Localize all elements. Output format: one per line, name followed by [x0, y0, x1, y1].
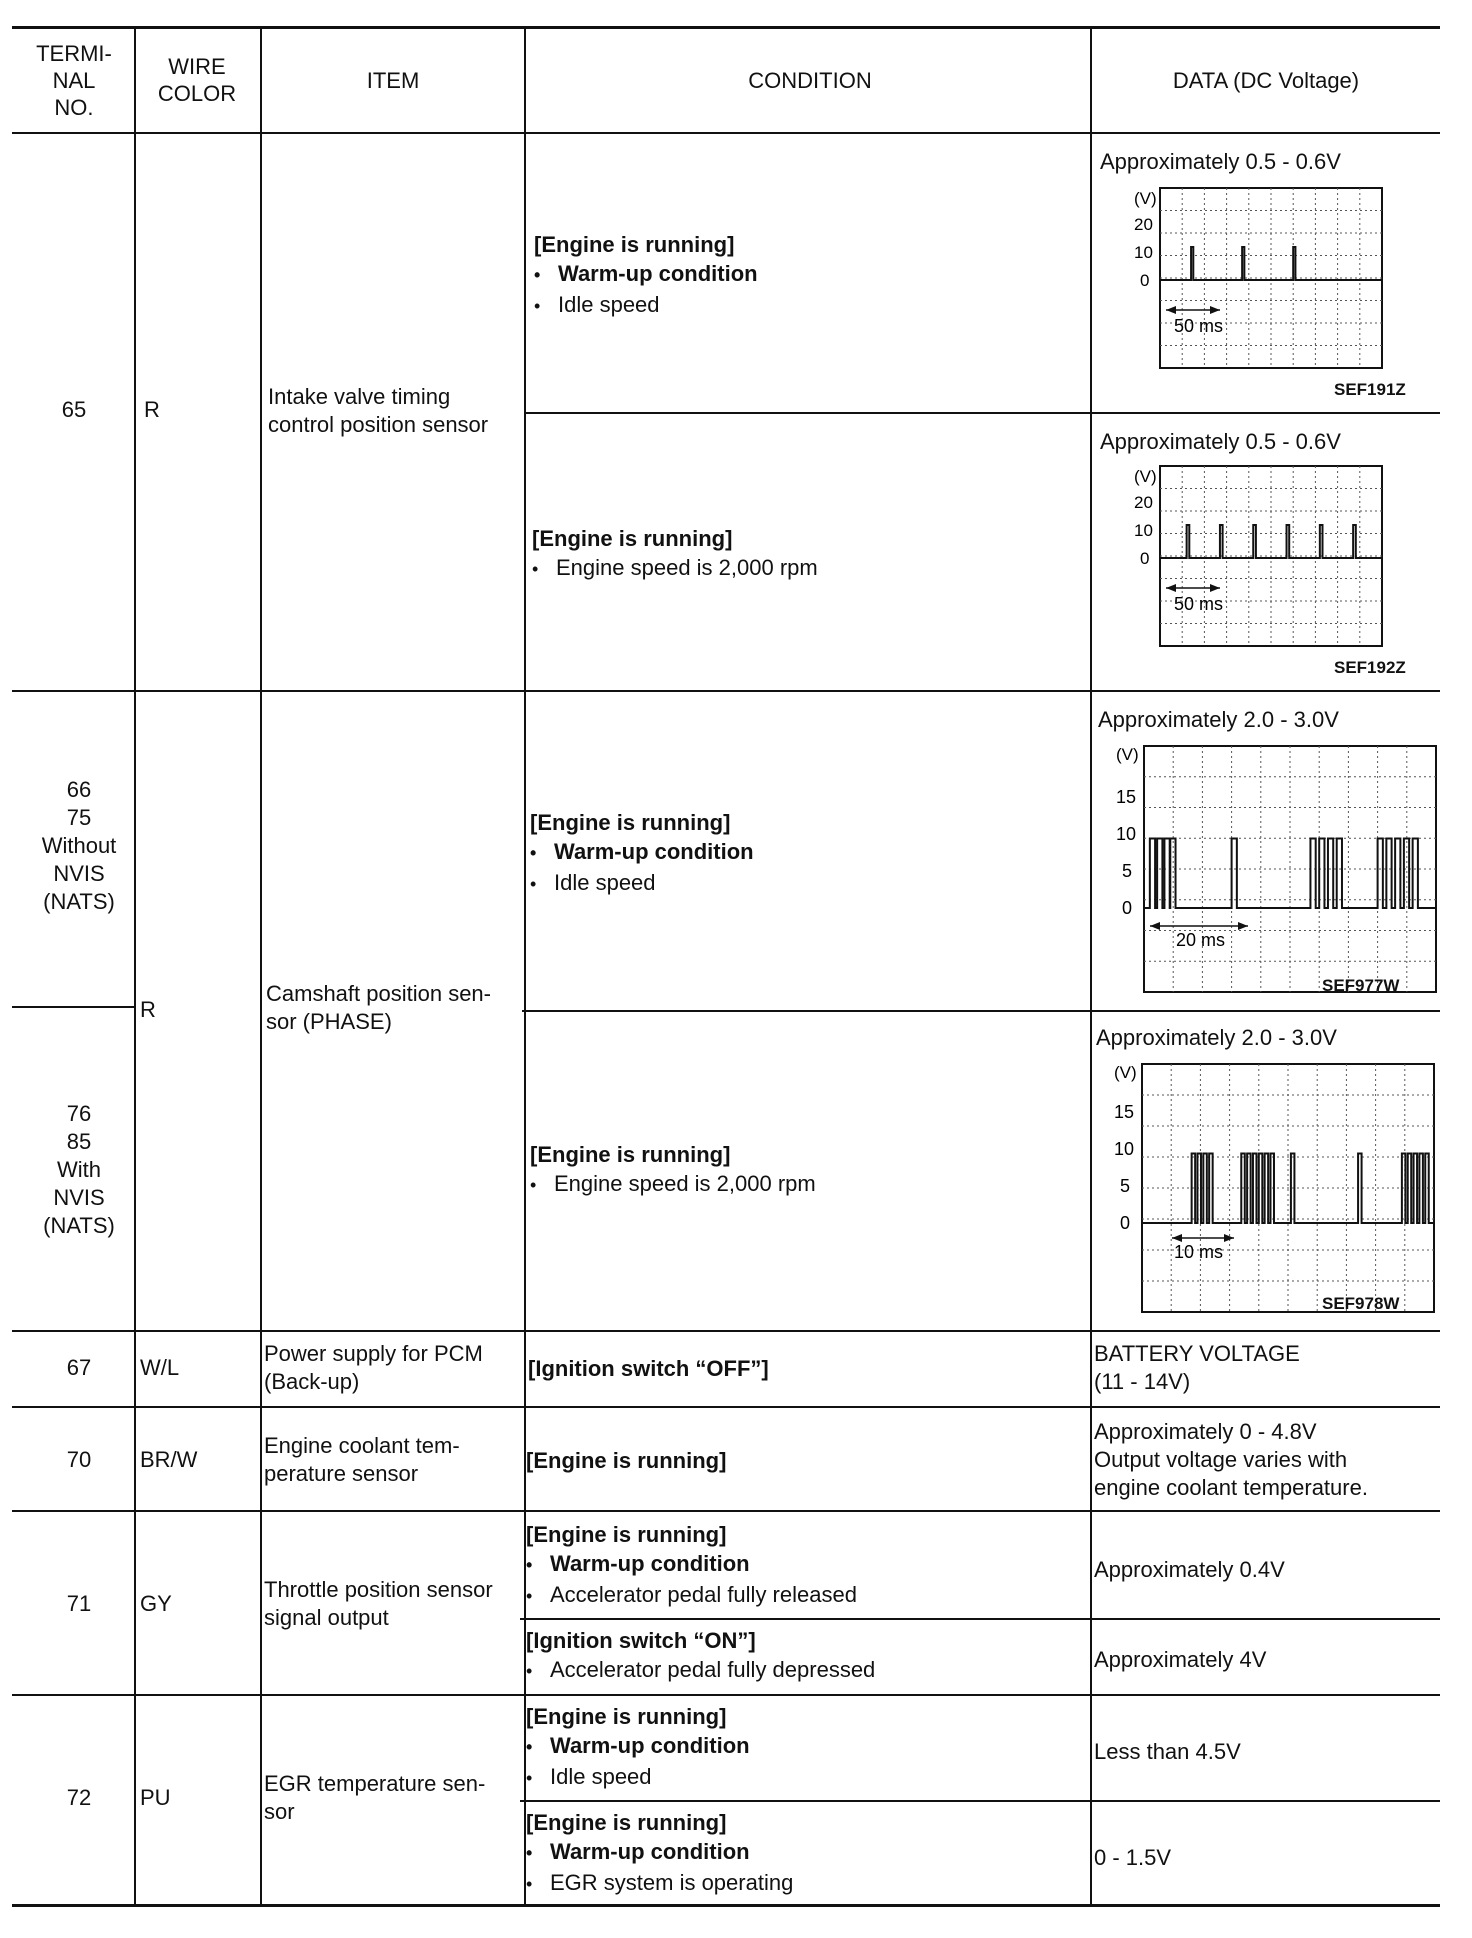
waveform-sef192z-tick-0: 0 — [1140, 549, 1150, 568]
condition-70-heading: [Engine is running] — [526, 1448, 727, 1473]
rule-col-3 — [524, 26, 526, 1906]
condition-67-heading: [Ignition switch “OFF”] — [528, 1356, 769, 1381]
terminal-76-85: 76 85 With NVIS (NATS) — [43, 1101, 115, 1238]
waveform-sef977w-arrow-right — [1238, 922, 1248, 930]
waveform-sef192z-arrow-right — [1210, 584, 1220, 592]
figure-code-sef978w: SEF978W — [1322, 1294, 1400, 1313]
waveform-sef977w-time-label: 20 ms — [1176, 930, 1226, 950]
waveform-sef977w — [1098, 742, 1438, 994]
condition-66-idle-bullet-1: • Warm-up condition — [530, 837, 1080, 868]
rule-71-bottom — [12, 1694, 1440, 1696]
condition-66-2000rpm-bullet-1: • Engine speed is 2,000 rpm — [530, 1169, 1080, 1200]
waveform-sef191z-tick-10: 10 — [1134, 243, 1153, 262]
rule-66-split — [522, 1010, 1440, 1012]
condition-66-idle — [530, 808, 1080, 899]
condition-66-idle-heading: [Engine is running] — [530, 810, 731, 835]
header-terminal-no: TERMI- NAL NO. — [36, 40, 112, 120]
waveform-sef978w-tick-0: 0 — [1120, 1213, 1131, 1233]
waveform-sef192z-arrow-left — [1166, 584, 1176, 592]
condition-71-released-heading: [Engine is running] — [526, 1522, 727, 1547]
rule-header-bottom — [12, 132, 1440, 134]
item-67: Power supply for PCM (Back-up) — [264, 1341, 483, 1394]
waveform-sef192z-tick-10: 10 — [1134, 521, 1153, 540]
waveform-sef978w — [1096, 1060, 1438, 1316]
waveform-sef191z-tick-0: 0 — [1140, 271, 1150, 290]
data-67: BATTERY VOLTAGE (11 - 14V) — [1094, 1341, 1300, 1394]
condition-70 — [526, 1446, 1076, 1475]
condition-71-released — [526, 1520, 1076, 1611]
waveform-sef977w-arrow-left — [1150, 922, 1160, 930]
waveform-sef977w-tick-5: 5 — [1122, 861, 1133, 881]
rule-top — [12, 26, 1440, 29]
data-71-depressed: Approximately 4V — [1094, 1647, 1267, 1672]
waveform-sef978w-grid — [1142, 1064, 1434, 1312]
waveform-sef977w-tick-10: 10 — [1116, 824, 1137, 844]
rule-col-2 — [260, 26, 262, 1906]
rule-66-terminal-split — [12, 1006, 134, 1008]
waveform-sef977w-svg — [1098, 742, 1438, 994]
waveform-sef192z — [1104, 464, 1394, 648]
rule-col-1 — [134, 26, 136, 1906]
item-65: Intake valve timing control position sensor — [268, 384, 489, 437]
condition-72-egr — [526, 1808, 1076, 1899]
condition-65-idle-bullet-1: • Warm-up condition — [534, 259, 1084, 290]
rule-71-split — [520, 1618, 1440, 1620]
rule-bottom — [12, 1904, 1440, 1907]
waveform-sef977w-units: (V) — [1116, 745, 1139, 764]
terminal-70: 70 — [66, 1447, 92, 1472]
condition-71-depressed-heading: [Ignition switch “ON”] — [526, 1628, 756, 1653]
rule-66-bottom — [12, 1330, 1440, 1332]
condition-65-2000rpm-heading: [Engine is running] — [532, 526, 733, 551]
terminal-71: 71 — [66, 1591, 92, 1616]
data-70: Approximately 0 - 4.8V Output voltage varies with engine coolant temperature. — [1094, 1419, 1368, 1500]
terminal-65: 65 — [61, 397, 87, 422]
terminal-66-75: 66 75 Without NVIS (NATS) — [41, 777, 117, 914]
condition-72-idle-bullet-1: • Warm-up condition — [526, 1731, 1076, 1762]
waveform-sef978w-time-label: 10 ms — [1174, 1242, 1224, 1262]
waveform-sef978w-tick-10: 10 — [1114, 1139, 1135, 1159]
condition-72-idle-heading: [Engine is running] — [526, 1704, 727, 1729]
item-66: Camshaft position sen- sor (PHASE) — [266, 981, 491, 1034]
waveform-sef192z-tick-20: 20 — [1134, 493, 1153, 512]
condition-72-egr-bullet-1: • Warm-up condition — [526, 1837, 1076, 1868]
item-72: EGR temperature sen- sor — [264, 1771, 486, 1824]
data-72-idle: Less than 4.5V — [1094, 1739, 1241, 1764]
condition-67 — [528, 1354, 1078, 1383]
header-wire-color: WIRE COLOR — [157, 54, 237, 106]
figure-code-sef977w: SEF977W — [1322, 976, 1400, 995]
wire-color-70: BR/W — [140, 1447, 198, 1472]
wire-color-72: PU — [140, 1785, 171, 1810]
header-condition: CONDITION — [748, 67, 872, 93]
header-data: DATA (DC Voltage) — [1172, 67, 1360, 93]
data-65-idle-text: Approximately 0.5 - 0.6V — [1100, 149, 1341, 174]
terminal-72: 72 — [66, 1785, 92, 1810]
rule-65-split — [526, 412, 1440, 414]
condition-65-2000rpm — [532, 524, 1082, 584]
condition-72-egr-bullet-2: • EGR system is operating — [526, 1868, 1076, 1899]
condition-65-idle — [534, 230, 1084, 321]
condition-72-idle-bullet-2: • Idle speed — [526, 1762, 1076, 1793]
waveform-sef978w-arrow-left — [1172, 1234, 1182, 1242]
figure-code-sef191z: SEF191Z — [1334, 380, 1406, 399]
condition-72-egr-heading: [Engine is running] — [526, 1810, 727, 1835]
waveform-sef978w-svg — [1096, 1060, 1438, 1316]
wire-color-71: GY — [140, 1591, 172, 1616]
condition-66-2000rpm — [530, 1140, 1080, 1200]
waveform-sef191z-time-label: 50 ms — [1174, 316, 1224, 336]
waveform-sef978w-units: (V) — [1114, 1063, 1137, 1082]
rule-72-split — [520, 1800, 1440, 1802]
waveform-sef191z-arrow-left — [1166, 306, 1176, 314]
waveform-sef192z-time-label: 50 ms — [1174, 594, 1224, 614]
waveform-sef191z-units: (V) — [1134, 189, 1157, 208]
terminal-67: 67 — [66, 1355, 92, 1380]
rule-65-bottom — [12, 690, 1440, 692]
data-66-2000rpm-text: Approximately 2.0 - 3.0V — [1096, 1025, 1337, 1050]
wire-color-66: R — [140, 997, 156, 1022]
waveform-sef192z-grid — [1160, 466, 1382, 646]
condition-65-idle-bullet-2: • Idle speed — [534, 290, 1084, 321]
data-71-released: Approximately 0.4V — [1094, 1557, 1285, 1582]
condition-72-idle — [526, 1702, 1076, 1793]
waveform-sef978w-arrow-right — [1224, 1234, 1234, 1242]
condition-71-depressed — [526, 1626, 1076, 1686]
waveform-sef977w-tick-0: 0 — [1122, 898, 1133, 918]
condition-71-released-bullet-1: • Warm-up condition — [526, 1549, 1076, 1580]
header-item: ITEM — [366, 67, 420, 93]
waveform-sef192z-units: (V) — [1134, 467, 1157, 486]
rule-67-bottom — [12, 1406, 1440, 1408]
data-65-2000rpm-text: Approximately 0.5 - 0.6V — [1100, 429, 1341, 454]
waveform-sef191z-svg — [1104, 186, 1394, 370]
figure-code-sef192z: SEF192Z — [1334, 658, 1406, 677]
condition-65-idle-heading: [Engine is running] — [534, 232, 735, 257]
waveform-sef978w-tick-15: 15 — [1114, 1102, 1135, 1122]
data-72-egr: 0 - 1.5V — [1094, 1845, 1172, 1870]
rule-col-4 — [1090, 26, 1092, 1906]
condition-65-2000rpm-bullet-1: • Engine speed is 2,000 rpm — [532, 553, 1082, 584]
wire-color-65: R — [144, 397, 160, 422]
rule-70-bottom — [12, 1510, 1440, 1512]
item-71: Throttle position sensor signal output — [264, 1577, 493, 1630]
waveform-sef192z-svg — [1104, 464, 1394, 648]
waveform-sef191z-tick-20: 20 — [1134, 215, 1153, 234]
data-66-idle-text: Approximately 2.0 - 3.0V — [1098, 707, 1339, 732]
wire-color-67: W/L — [140, 1355, 180, 1380]
item-70: Engine coolant tem- perature sensor — [264, 1433, 460, 1486]
waveform-sef978w-tick-5: 5 — [1120, 1176, 1131, 1196]
waveform-sef191z — [1104, 186, 1394, 370]
waveform-sef977w-tick-15: 15 — [1116, 787, 1137, 807]
waveform-sef191z-arrow-right — [1210, 306, 1220, 314]
condition-71-released-bullet-2: • Accelerator pedal fully released — [526, 1580, 1076, 1611]
condition-66-2000rpm-heading: [Engine is running] — [530, 1142, 731, 1167]
condition-66-idle-bullet-2: • Idle speed — [530, 868, 1080, 899]
condition-71-depressed-bullet-1: • Accelerator pedal fully depressed — [526, 1655, 1076, 1686]
